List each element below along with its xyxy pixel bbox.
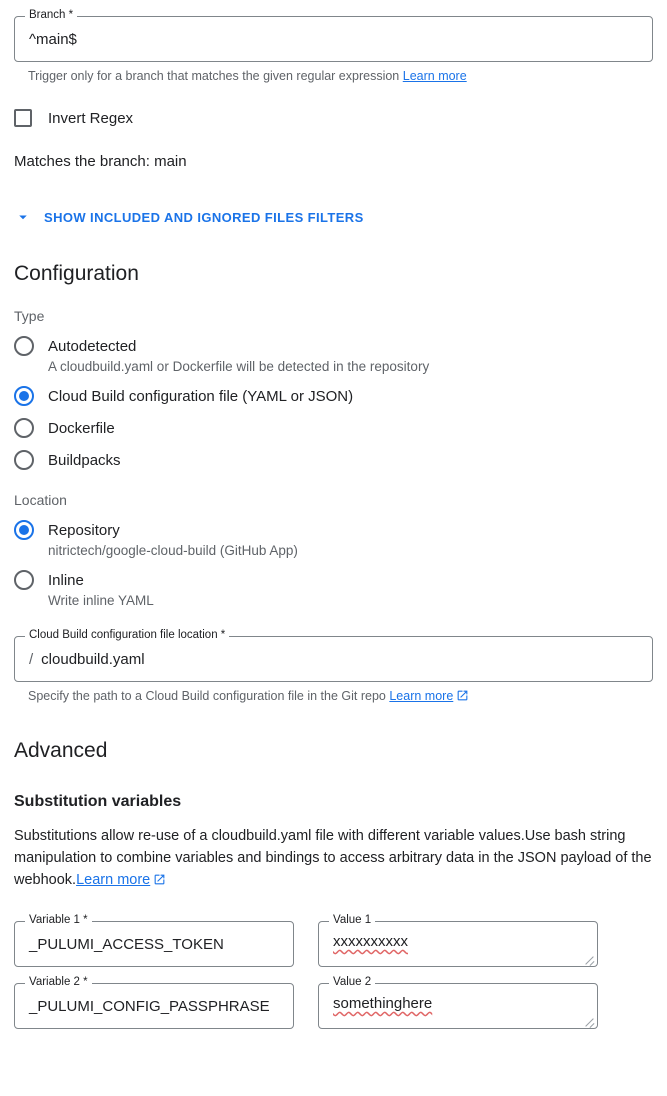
config-file-location-learn-more-link[interactable]: Learn more	[389, 689, 454, 703]
config-file-location-field[interactable]	[14, 629, 653, 682]
type-label-autodetected: Autodetected	[48, 337, 137, 355]
location-label-repository: Repository	[48, 521, 120, 539]
value-1-legend: Value 1	[329, 914, 375, 926]
type-option-config-file[interactable]	[14, 386, 653, 406]
location-desc-inline: Write inline YAML	[48, 593, 154, 608]
location-radio-inline[interactable]	[14, 570, 34, 590]
show-files-filters-toggle[interactable]	[14, 208, 653, 226]
invert-regex-label: Invert Regex	[48, 109, 134, 127]
branch-field-value: ^main$	[29, 30, 77, 48]
branch-learn-more-link[interactable]: Learn more	[402, 69, 467, 83]
type-radio-autodetected[interactable]	[14, 336, 34, 356]
config-file-location-legend: Cloud Build configuration file location *	[25, 629, 229, 641]
type-option-dockerfile[interactable]	[14, 418, 653, 438]
variable-2-value: _PULUMI_CONFIG_PASSPHRASE	[29, 997, 270, 1015]
substitution-variables-heading: Substitution variables	[14, 793, 182, 810]
chevron-down-icon	[14, 208, 32, 226]
config-file-location-helper	[28, 689, 653, 705]
variable-1-value: _PULUMI_ACCESS_TOKEN	[29, 935, 224, 953]
location-desc-repository: nitrictech/google-cloud-build (GitHub App)	[48, 543, 298, 558]
type-radio-buildpacks[interactable]	[14, 450, 34, 470]
variable-2-legend: Variable 2 *	[25, 976, 92, 988]
location-group-label: Location	[14, 492, 67, 508]
variable-2-field[interactable]	[14, 976, 294, 1029]
variable-1-field[interactable]	[14, 914, 294, 967]
type-label-dockerfile: Dockerfile	[48, 419, 115, 437]
value-1-value: xxxxxxxxxx	[333, 933, 408, 950]
branch-field[interactable]	[14, 9, 653, 62]
substitution-variables-list	[14, 914, 653, 1029]
type-desc-autodetected: A cloudbuild.yaml or Dockerfile will be detected in the repository	[48, 359, 430, 374]
substitution-description-text: Substitutions allow re-use of a cloudbuild.yaml file with different variable values.Use bash string manipulation to combine variables and bindings to access arbitrary data in the JSON payload of the webhook.	[14, 828, 652, 888]
advanced-heading: Advanced	[14, 739, 108, 762]
type-label-buildpacks: Buildpacks	[48, 451, 121, 469]
invert-regex-checkbox[interactable]	[14, 109, 32, 127]
external-link-icon-2	[153, 871, 166, 893]
location-radio-repository[interactable]	[14, 520, 34, 540]
branch-match-status: Matches the branch: main	[14, 153, 187, 170]
external-link-icon	[456, 689, 469, 705]
config-file-location-prefix: /	[29, 650, 34, 668]
configuration-heading: Configuration	[14, 262, 139, 285]
variable-1-legend: Variable 1 *	[25, 914, 92, 926]
value-2-legend: Value 2	[329, 976, 375, 988]
location-option-inline[interactable]	[14, 570, 653, 608]
type-group-label: Type	[14, 308, 45, 324]
location-option-repository[interactable]	[14, 520, 653, 558]
resize-handle-icon-1[interactable]	[583, 952, 595, 964]
branch-helper-label: Trigger only for a branch that matches the given regular expression	[28, 69, 400, 83]
resize-handle-icon-2[interactable]	[583, 1014, 595, 1026]
value-1-field[interactable]	[318, 914, 598, 967]
config-file-location-helper-label: Specify the path to a Cloud Build configuration file in the Git repo	[28, 689, 386, 703]
value-2-value: somethinghere	[333, 995, 433, 1012]
type-radio-config-file[interactable]	[14, 386, 34, 406]
type-option-autodetected[interactable]	[14, 336, 653, 374]
substitution-row-1	[14, 914, 653, 967]
branch-field-legend: Branch *	[25, 9, 77, 21]
type-option-buildpacks[interactable]	[14, 450, 653, 470]
substitution-variables-description	[14, 825, 653, 893]
invert-regex-row[interactable]	[14, 109, 653, 127]
value-2-field[interactable]	[318, 976, 598, 1029]
clipped-top-row	[14, 0, 653, 10]
substitution-row-2	[14, 976, 653, 1029]
config-file-location-value: cloudbuild.yaml	[41, 650, 145, 668]
type-label-config-file: Cloud Build configuration file (YAML or JSON)	[48, 387, 354, 405]
substitution-learn-more-link[interactable]: Learn more	[76, 872, 151, 888]
location-label-inline: Inline	[48, 571, 84, 589]
type-radio-dockerfile[interactable]	[14, 418, 34, 438]
branch-helper-text	[28, 69, 653, 83]
show-files-filters-label: SHOW INCLUDED AND IGNORED FILES FILTERS	[44, 209, 364, 225]
